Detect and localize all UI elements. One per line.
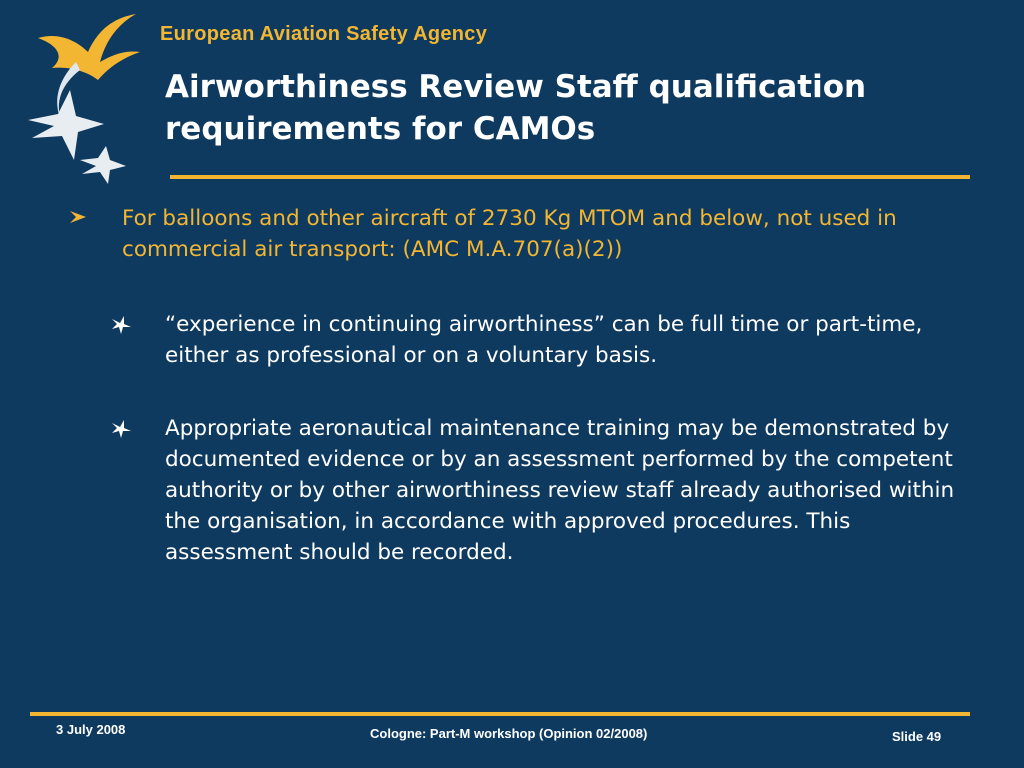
star-bullet-icon [110,419,132,439]
slide-number: Slide 49 [892,729,942,744]
small-star-shape [80,146,126,184]
title-line-2: requirements for CAMOs [165,111,596,147]
arrow-bullet-icon [68,209,88,225]
main-bullet-text: For balloons and other aircraft of 2730 Kg MTOM and below, not used in commercial air transport: (AMC M.A.707(a)(2)) [122,206,897,262]
footer-divider [30,712,970,716]
sub-bullet-text: Appropriate aeronautical maintenance training may be demonstrated by documented evidence or by an assessment performed by the competent authority or by other airworthiness review staff already authorised within the organisation, in accordance with approved procedures. This assessment should be recorded. [165,416,955,565]
footer-event: Cologne: Part-M workshop (Opinion 02/2008) [370,726,648,741]
title-divider [170,175,970,179]
sub-bullet-2 [110,413,970,568]
star-bullet-icon [110,315,132,335]
easa-bird-logo [18,10,148,185]
title-line-1: Airworthiness Review Staff qualification [165,69,867,105]
yellow-bird-shape [38,14,140,80]
main-bullet [68,203,958,265]
sub-bullet-1 [110,309,970,371]
slide-title [165,66,985,150]
sub-bullet-text: “experience in continuing airworthiness” can be full time or part-time, either as professional or on a voluntary basis. [165,312,923,368]
agency-name: European Aviation Safety Agency [160,23,488,45]
footer-date: 3 July 2008 [56,722,126,737]
large-star-shape [28,90,104,160]
